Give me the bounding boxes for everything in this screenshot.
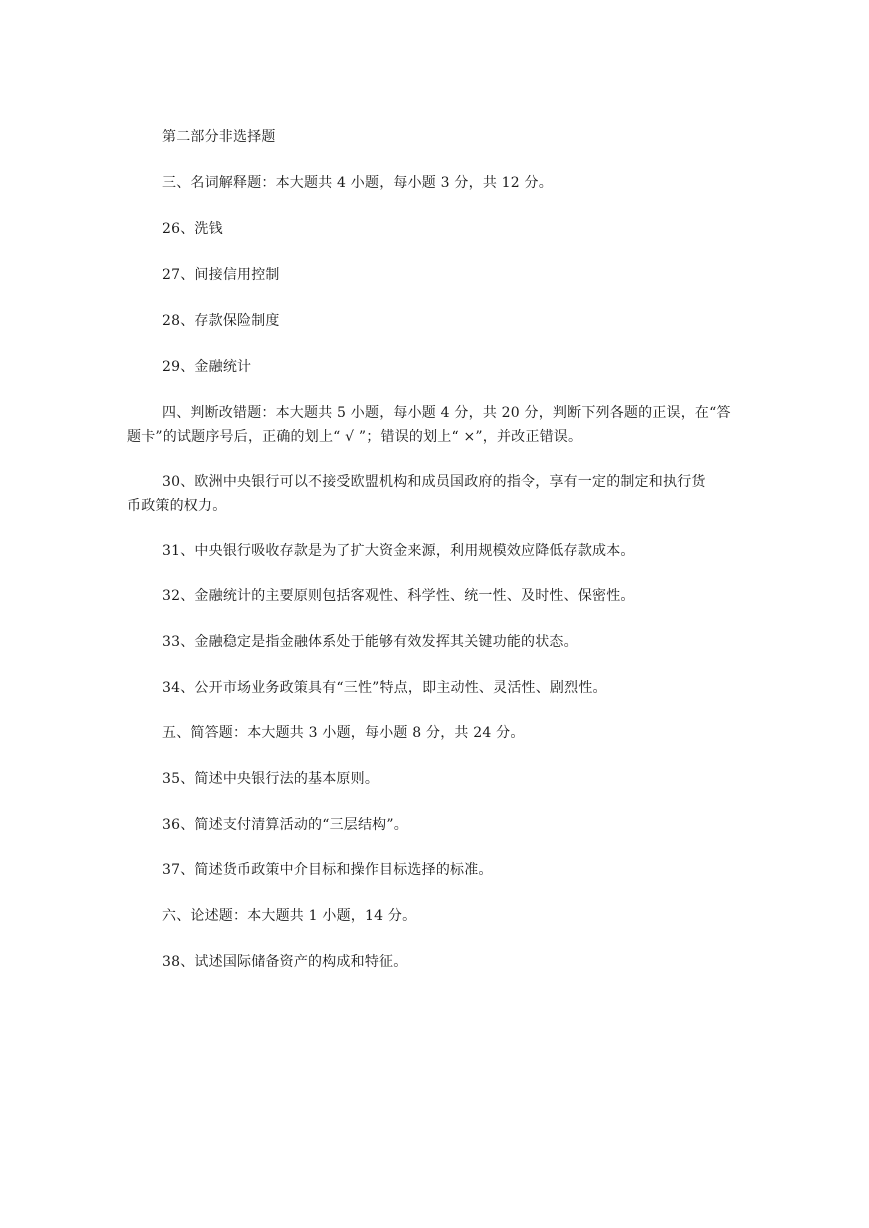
question-27: 27、间接信用控制 — [162, 267, 280, 283]
question-26: 26、洗钱 — [162, 221, 223, 237]
question-38: 38、试述国际储备资产的构成和特征。 — [162, 954, 408, 970]
question-28: 28、存款保险制度 — [162, 313, 280, 329]
question-30-line-1: 30、欧洲中央银行可以不接受欧盟机构和成员国政府的指令，享有一定的制定和执行货 — [162, 474, 706, 490]
section-5-heading: 五、简答题：本大题共 3 小题，每小题 8 分，共 24 分。 — [162, 725, 525, 741]
question-29: 29、金融统计 — [162, 359, 252, 375]
question-37: 37、简述货币政策中介目标和操作目标选择的标准。 — [162, 862, 493, 878]
question-33: 33、金融稳定是指金融体系处于能够有效发挥其关键功能的状态。 — [162, 634, 578, 650]
section-3-heading: 三、名词解释题：本大题共 4 小题，每小题 3 分，共 12 分。 — [162, 175, 553, 191]
question-36: 36、简述支付清算活动的“三层结构”。 — [162, 817, 408, 833]
part-title: 第二部分非选择题 — [162, 129, 276, 145]
question-35: 35、简述中央银行法的基本原则。 — [162, 771, 380, 787]
section-6-heading: 六、论述题：本大题共 1 小题，14 分。 — [162, 908, 417, 924]
question-30 — [127, 470, 722, 518]
question-32: 32、金融统计的主要原则包括客观性、科学性、统一性、及时性、保密性。 — [162, 588, 635, 604]
section-4-heading — [127, 401, 731, 449]
question-30-line-2: 币政策的权力。 — [127, 498, 227, 514]
section-4-heading-line-2: 题卡”的试题序号后，正确的划上“ √ ”；错误的划上“ ×”，并改正错误。 — [127, 429, 583, 445]
section-4-heading-line-1: 四、判断改错题：本大题共 5 小题，每小题 4 分，共 20 分，判断下列各题的正误，在“答 — [162, 405, 731, 421]
question-31: 31、中央银行吸收存款是为了扩大资金来源，利用规模效应降低存款成本。 — [162, 543, 635, 559]
question-34: 34、公开市场业务政策具有“三性”特点，即主动性、灵活性、剧烈性。 — [162, 680, 607, 696]
